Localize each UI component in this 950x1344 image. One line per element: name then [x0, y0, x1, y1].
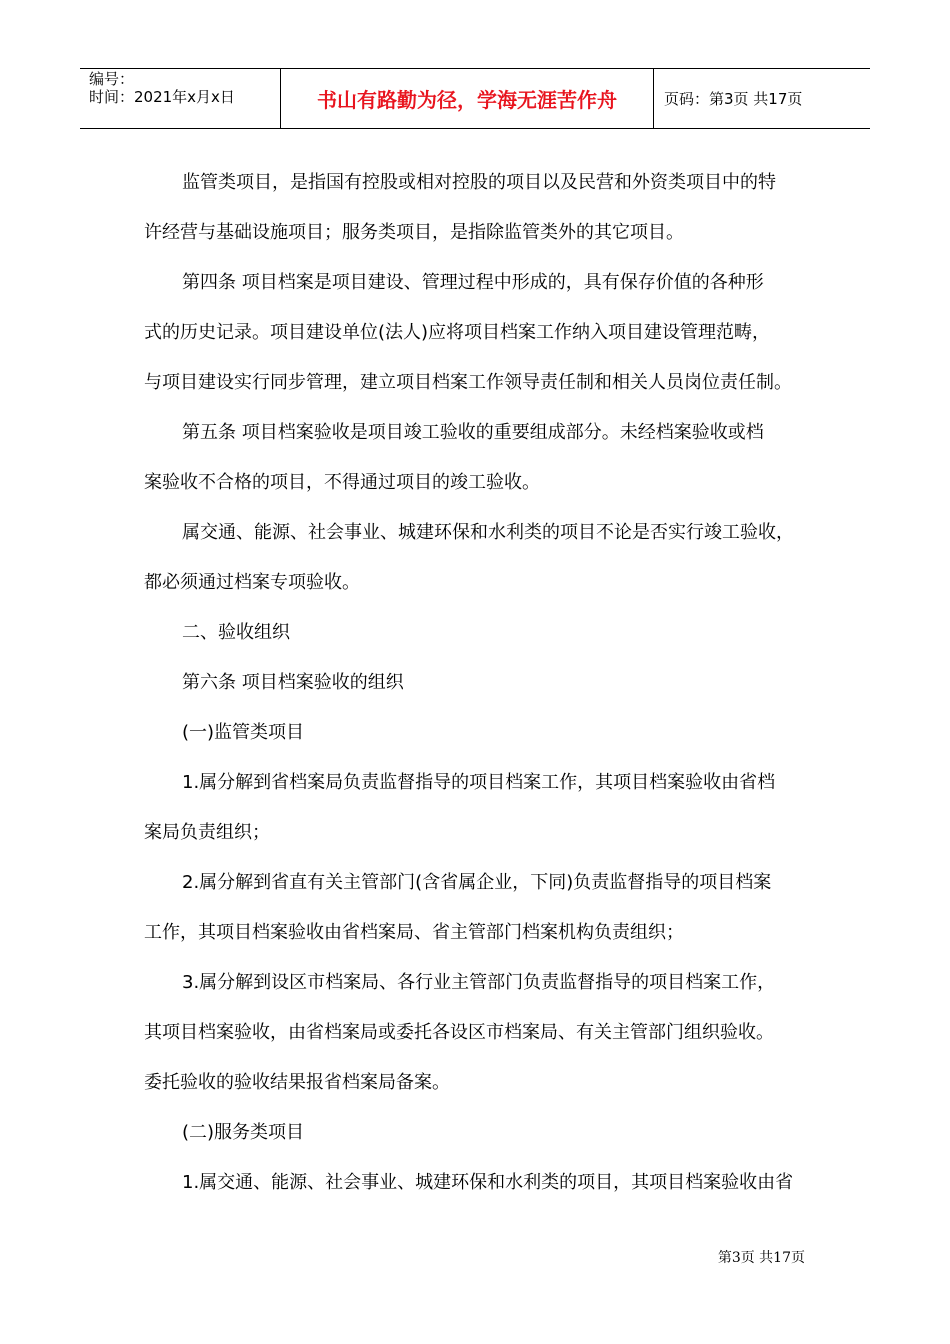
body-line: 3.属分解到设区市档案局、各行业主管部门负责监督指导的项目档案工作，	[182, 972, 776, 993]
body-line: 案局负责组织；	[144, 822, 270, 843]
page-footer: 第3页 共17页	[717, 1250, 805, 1266]
body-line: 1.属交通、能源、社会事业、城建环保和水利类的项目，其项目档案验收由省	[182, 1172, 794, 1193]
page-header	[80, 68, 870, 129]
body-line: 许经营与基础设施项目；服务类项目，是指除监管类外的其它项目。	[144, 222, 684, 243]
body-line: 与项目建设实行同步管理，建立项目档案工作领导责任制和相关人员岗位责任制。	[144, 372, 792, 393]
body-line: 属交通、能源、社会事业、城建环保和水利类的项目不论是否实行竣工验收，	[182, 522, 794, 543]
document-number-label: 编号：	[89, 70, 135, 88]
document-body	[144, 158, 810, 1208]
subsection-heading: (一)监管类项目	[182, 722, 305, 743]
body-line: 案验收不合格的项目，不得通过项目的竣工验收。	[144, 472, 540, 493]
body-line: 监管类项目，是指国有控股或相对控股的项目以及民营和外资类项目中的特	[182, 172, 776, 193]
header-page-number: 页码：第3页 共17页	[664, 90, 803, 108]
body-line: 委托验收的验收结果报省档案局备案。	[144, 1072, 450, 1093]
body-line: 工作，其项目档案验收由省档案局、省主管部门档案机构负责组织；	[144, 922, 684, 943]
body-line: 2.属分解到省直有关主管部门(含省属企业，下同)负责监督指导的项目档案	[182, 872, 772, 893]
body-line: 1.属分解到省档案局负责监督指导的项目档案工作，其项目档案验收由省档	[182, 772, 776, 793]
body-line: 式的历史记录。项目建设单位(法人)应将项目档案工作纳入项目建设管理范畴，	[144, 322, 771, 343]
header-motto: 书山有路勤为径，学海无涯苦作舟	[281, 69, 654, 128]
subsection-heading: (二)服务类项目	[182, 1122, 305, 1143]
header-info-cell	[80, 69, 281, 128]
document-time-label: 时间：2021年x月x日	[89, 88, 235, 106]
body-line: 第五条 项目档案验收是项目竣工验收的重要组成部分。未经档案验收或档	[182, 422, 764, 443]
body-line: 第四条 项目档案是项目建设、管理过程中形成的，具有保存价值的各种形	[182, 272, 764, 293]
body-line: 都必须通过档案专项验收。	[144, 572, 360, 593]
body-line: 其项目档案验收，由省档案局或委托各设区市档案局、有关主管部门组织验收。	[144, 1022, 774, 1043]
section-heading: 二、验收组织	[182, 622, 290, 643]
body-line: 第六条 项目档案验收的组织	[182, 672, 404, 693]
